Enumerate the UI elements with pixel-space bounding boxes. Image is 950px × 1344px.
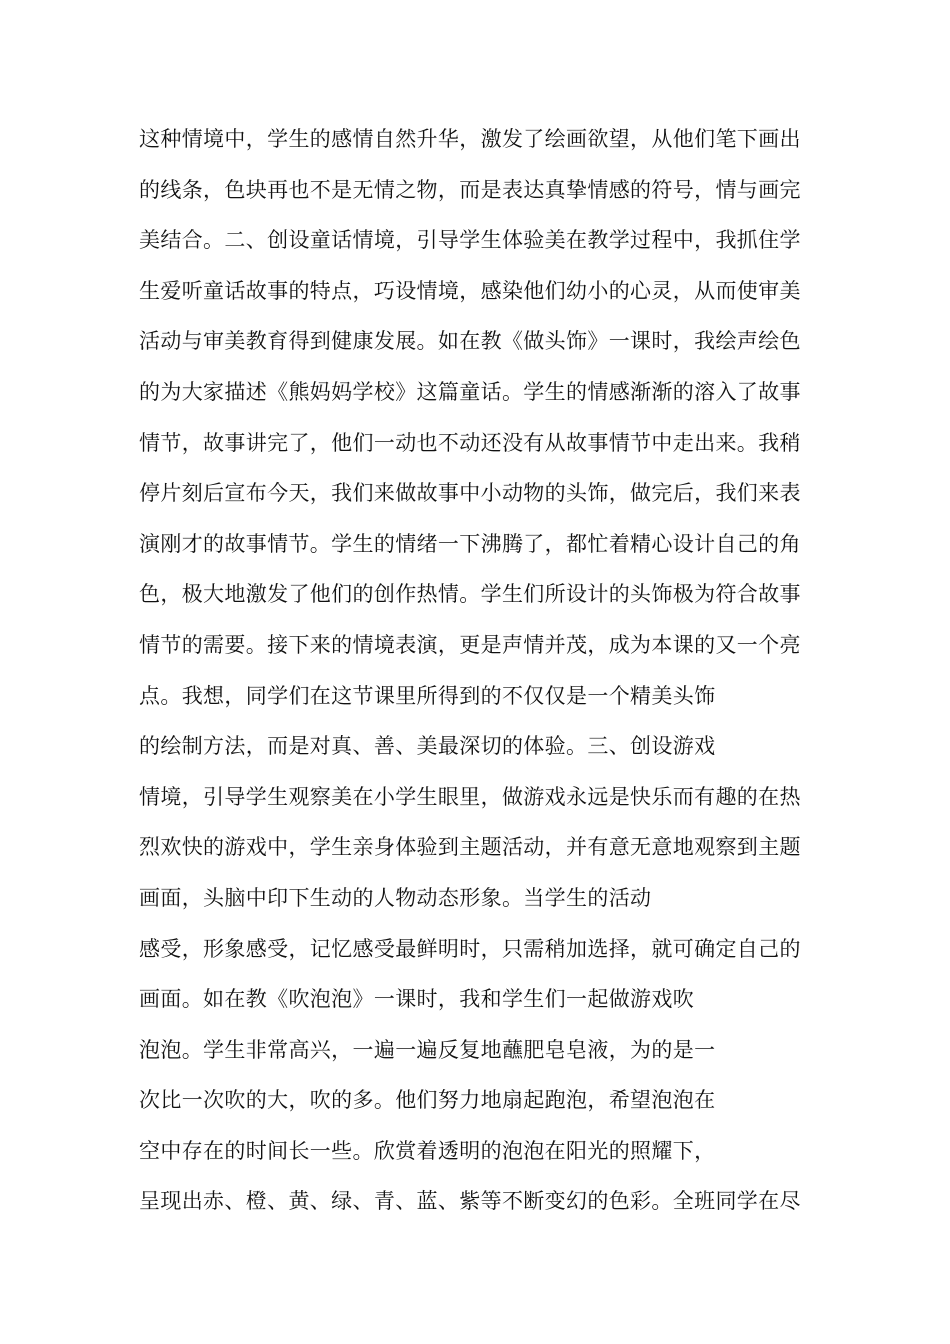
text-line-6: 的为大家描述《熊妈妈学校》这篇童话。学生的情感渐渐的溶入了故事	[139, 379, 801, 404]
text-line-20: 次比一次吹的大，吹的多。他们努力地扇起跑泡，希望泡泡在	[139, 1088, 716, 1113]
text-line-15: 烈欢快的游戏中，学生亲身体验到主题活动，并有意无意地观察到主题	[139, 835, 801, 860]
text-line-13: 的绘制方法，而是对真、善、美最深切的体验。三、创设游戏	[139, 734, 716, 759]
text-line-8: 停片刻后宣布今天，我们来做故事中小动物的头饰，做完后，我们来表	[139, 481, 801, 506]
text-line-16: 画面，头脑中印下生动的人物动态形象。当学生的活动	[139, 885, 652, 910]
text-line-22: 呈现出赤、橙、黄、绿、青、蓝、紫等不断变幻的色彩。全班同学在尽	[139, 1189, 801, 1214]
text-line-7: 情节，故事讲完了，他们一动也不动还没有从故事情节中走出来。我稍	[139, 430, 801, 455]
text-line-10: 色，极大地激发了他们的创作热情。学生们所设计的头饰极为符合故事	[139, 582, 801, 607]
text-line-17: 感受，形象感受，记忆感受最鲜明时，只需稍加选择，就可确定自己的	[139, 936, 801, 961]
text-line-5: 活动与审美教育得到健康发展。如在教《做头饰》一课时，我绘声绘色	[139, 329, 801, 354]
text-line-21: 空中存在的时间长一些。欣赏着透明的泡泡在阳光的照耀下，	[139, 1138, 716, 1163]
text-line-4: 生爱听童话故事的特点，巧设情境，感染他们幼小的心灵，从而使审美	[139, 278, 801, 303]
text-line-11: 情节的需要。接下来的情境表演，更是声情并茂，成为本课的又一个亮	[139, 632, 801, 657]
text-line-19: 泡泡。学生非常高兴，一遍一遍反复地蘸肥皂皂液，为的是一	[139, 1037, 716, 1062]
text-line-2: 的线条，色块再也不是无情之物，而是表达真挚情感的符号，情与画完	[139, 177, 801, 202]
text-line-14: 情境，引导学生观察美在小学生眼里，做游戏永远是快乐而有趣的在热	[139, 784, 801, 809]
text-line-3: 美结合。二、创设童话情境，引导学生体验美在教学过程中，我抓住学	[139, 228, 801, 253]
body-text	[139, 120, 829, 1233]
text-line-12: 点。我想，同学们在这节课里所得到的不仅仅是一个精美头饰	[139, 683, 716, 708]
text-line-1: 这种情境中，学生的感情自然升华，激发了绘画欲望，从他们笔下画出	[139, 127, 801, 151]
text-line-9: 演刚才的故事情节。学生的情绪一下沸腾了，都忙着精心设计自己的角	[139, 531, 801, 556]
text-line-18: 画面。如在教《吹泡泡》一课时，我和学生们一起做游戏吹	[139, 987, 695, 1012]
